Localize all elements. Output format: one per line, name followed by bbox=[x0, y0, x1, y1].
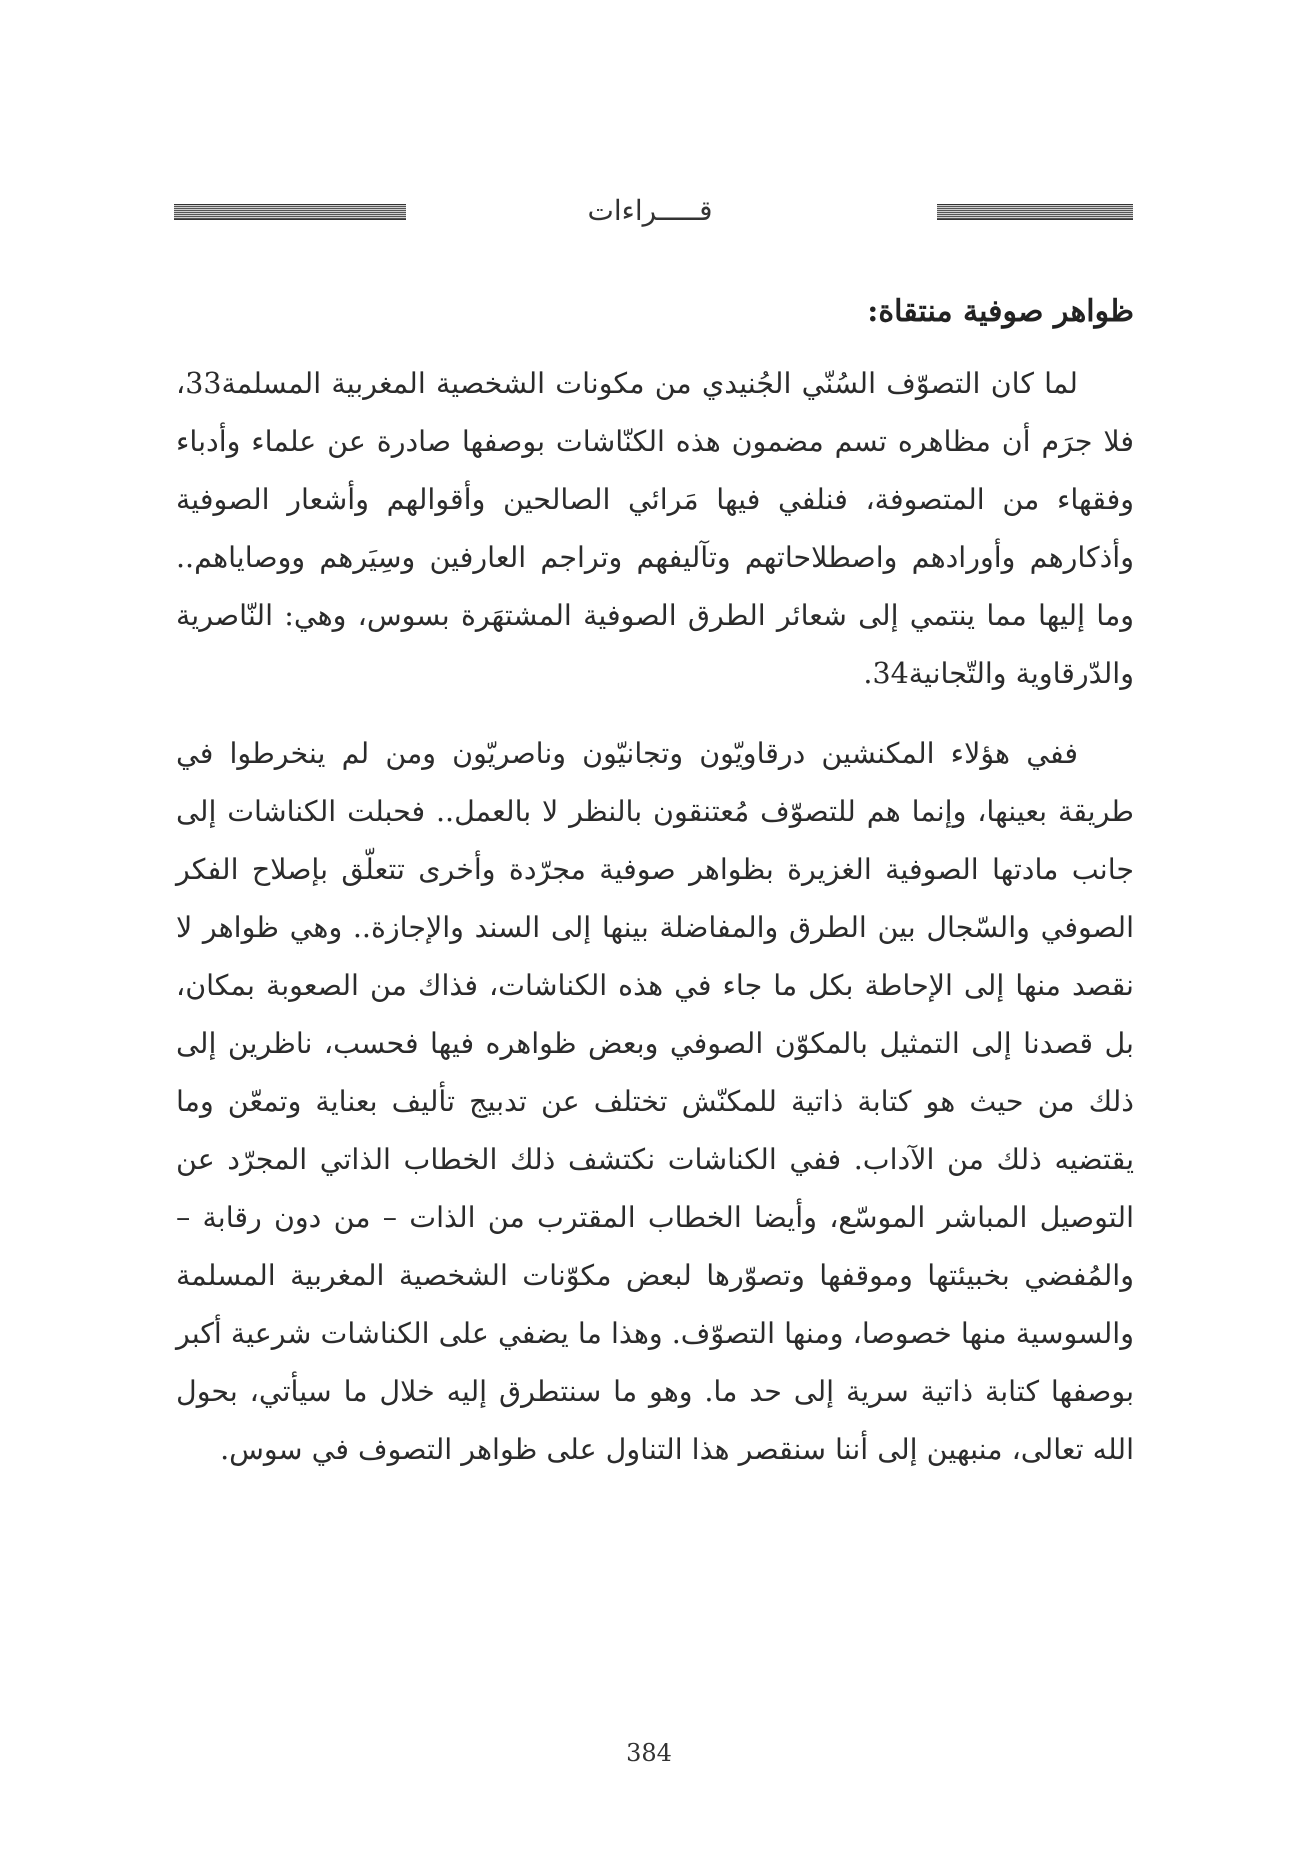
running-header bbox=[0, 196, 1299, 226]
paragraph-2: ففي هؤلاء المكنشين درقاويّون وتجانيّون وناصريّون ومن لم ينخرطوا في طريقة بعينها، وإنما هم للتصوّف مُعتنقون بالنظر لا بالعمل.. فحبلت الكناشات إلى جانب مادتها الصوفية الغزيرة بظواهر صوفية مجرّدة وأخرى تتعلّق بإصلاح الفكر الصوفي والسّجال بين الطرق والمفاضلة بينها إلى السند والإجازة.. وهي ظواهر لا نقصد منها إلى الإحاطة بكل ما جاء في هذه الكناشات، فذاك من الصعوبة بمكان، بل قصدنا إلى التمثيل بالمكوّن الصوفي وبعض ظواهره فيها فحسب، ناظرين إلى ذلك من حيث هو كتابة ذاتية للمكنّش تختلف عن تدبيج تأليف بعناية وتمعّن وما يقتضيه ذلك من الآداب. ففي الكناشات نكتشف ذلك الخطاب الذاتي المجرّد عن التوصيل المباشر الموسّع، وأيضا الخطاب المقترب من الذات – من دون رقابة – والمُفضي بخبيئتها وموقفها وتصوّرها لبعض مكوّنات الشخصية المغربية المسلمة والسوسية منها خصوصا، ومنها التصوّف. وهذا ما يضفي على الكناشات شرعية أكبر بوصفها كتابة ذاتية سرية إلى حد ما. وهو ما سنتطرق إليه خلال ما سيأتي، بحول الله تعالى، منبهين إلى أننا سنقصر هذا التناول على ظواهر التصوف في سوس. bbox=[176, 737, 1134, 1466]
page-number: 384 bbox=[626, 1739, 672, 1767]
running-header-title: قـــــراءات bbox=[587, 194, 713, 227]
section-heading: ظواهر صوفية منتقاة: bbox=[867, 294, 1134, 329]
paragraph-1: لما كان التصوّف السُنّي الجُنيدي من مكونات الشخصية المغربية المسلمة33، فلا جرَم أن مظاهره تسم مضمون هذه الكنّاشات بوصفها صادرة عن علماء وأدباء وفقهاء من المتصوفة، فنلفي فيها مَرائي الصالحين وأقوالهم وأشعار الصوفية وأذكارهم وأورادهم واصطلاحاتهم وتآليفهم وتراجم العارفين وسِيَرهم ووصاياهم.. وما إليها مما ينتمي إلى شعائر الطرق الصوفية المشتهَرة بسوس، وهي: النّاصرية والدّرقاوية والتّجانية34. bbox=[176, 367, 1134, 690]
header-rule-right bbox=[937, 204, 1133, 220]
page-body bbox=[176, 283, 1134, 1479]
header-rule-left bbox=[174, 204, 406, 220]
